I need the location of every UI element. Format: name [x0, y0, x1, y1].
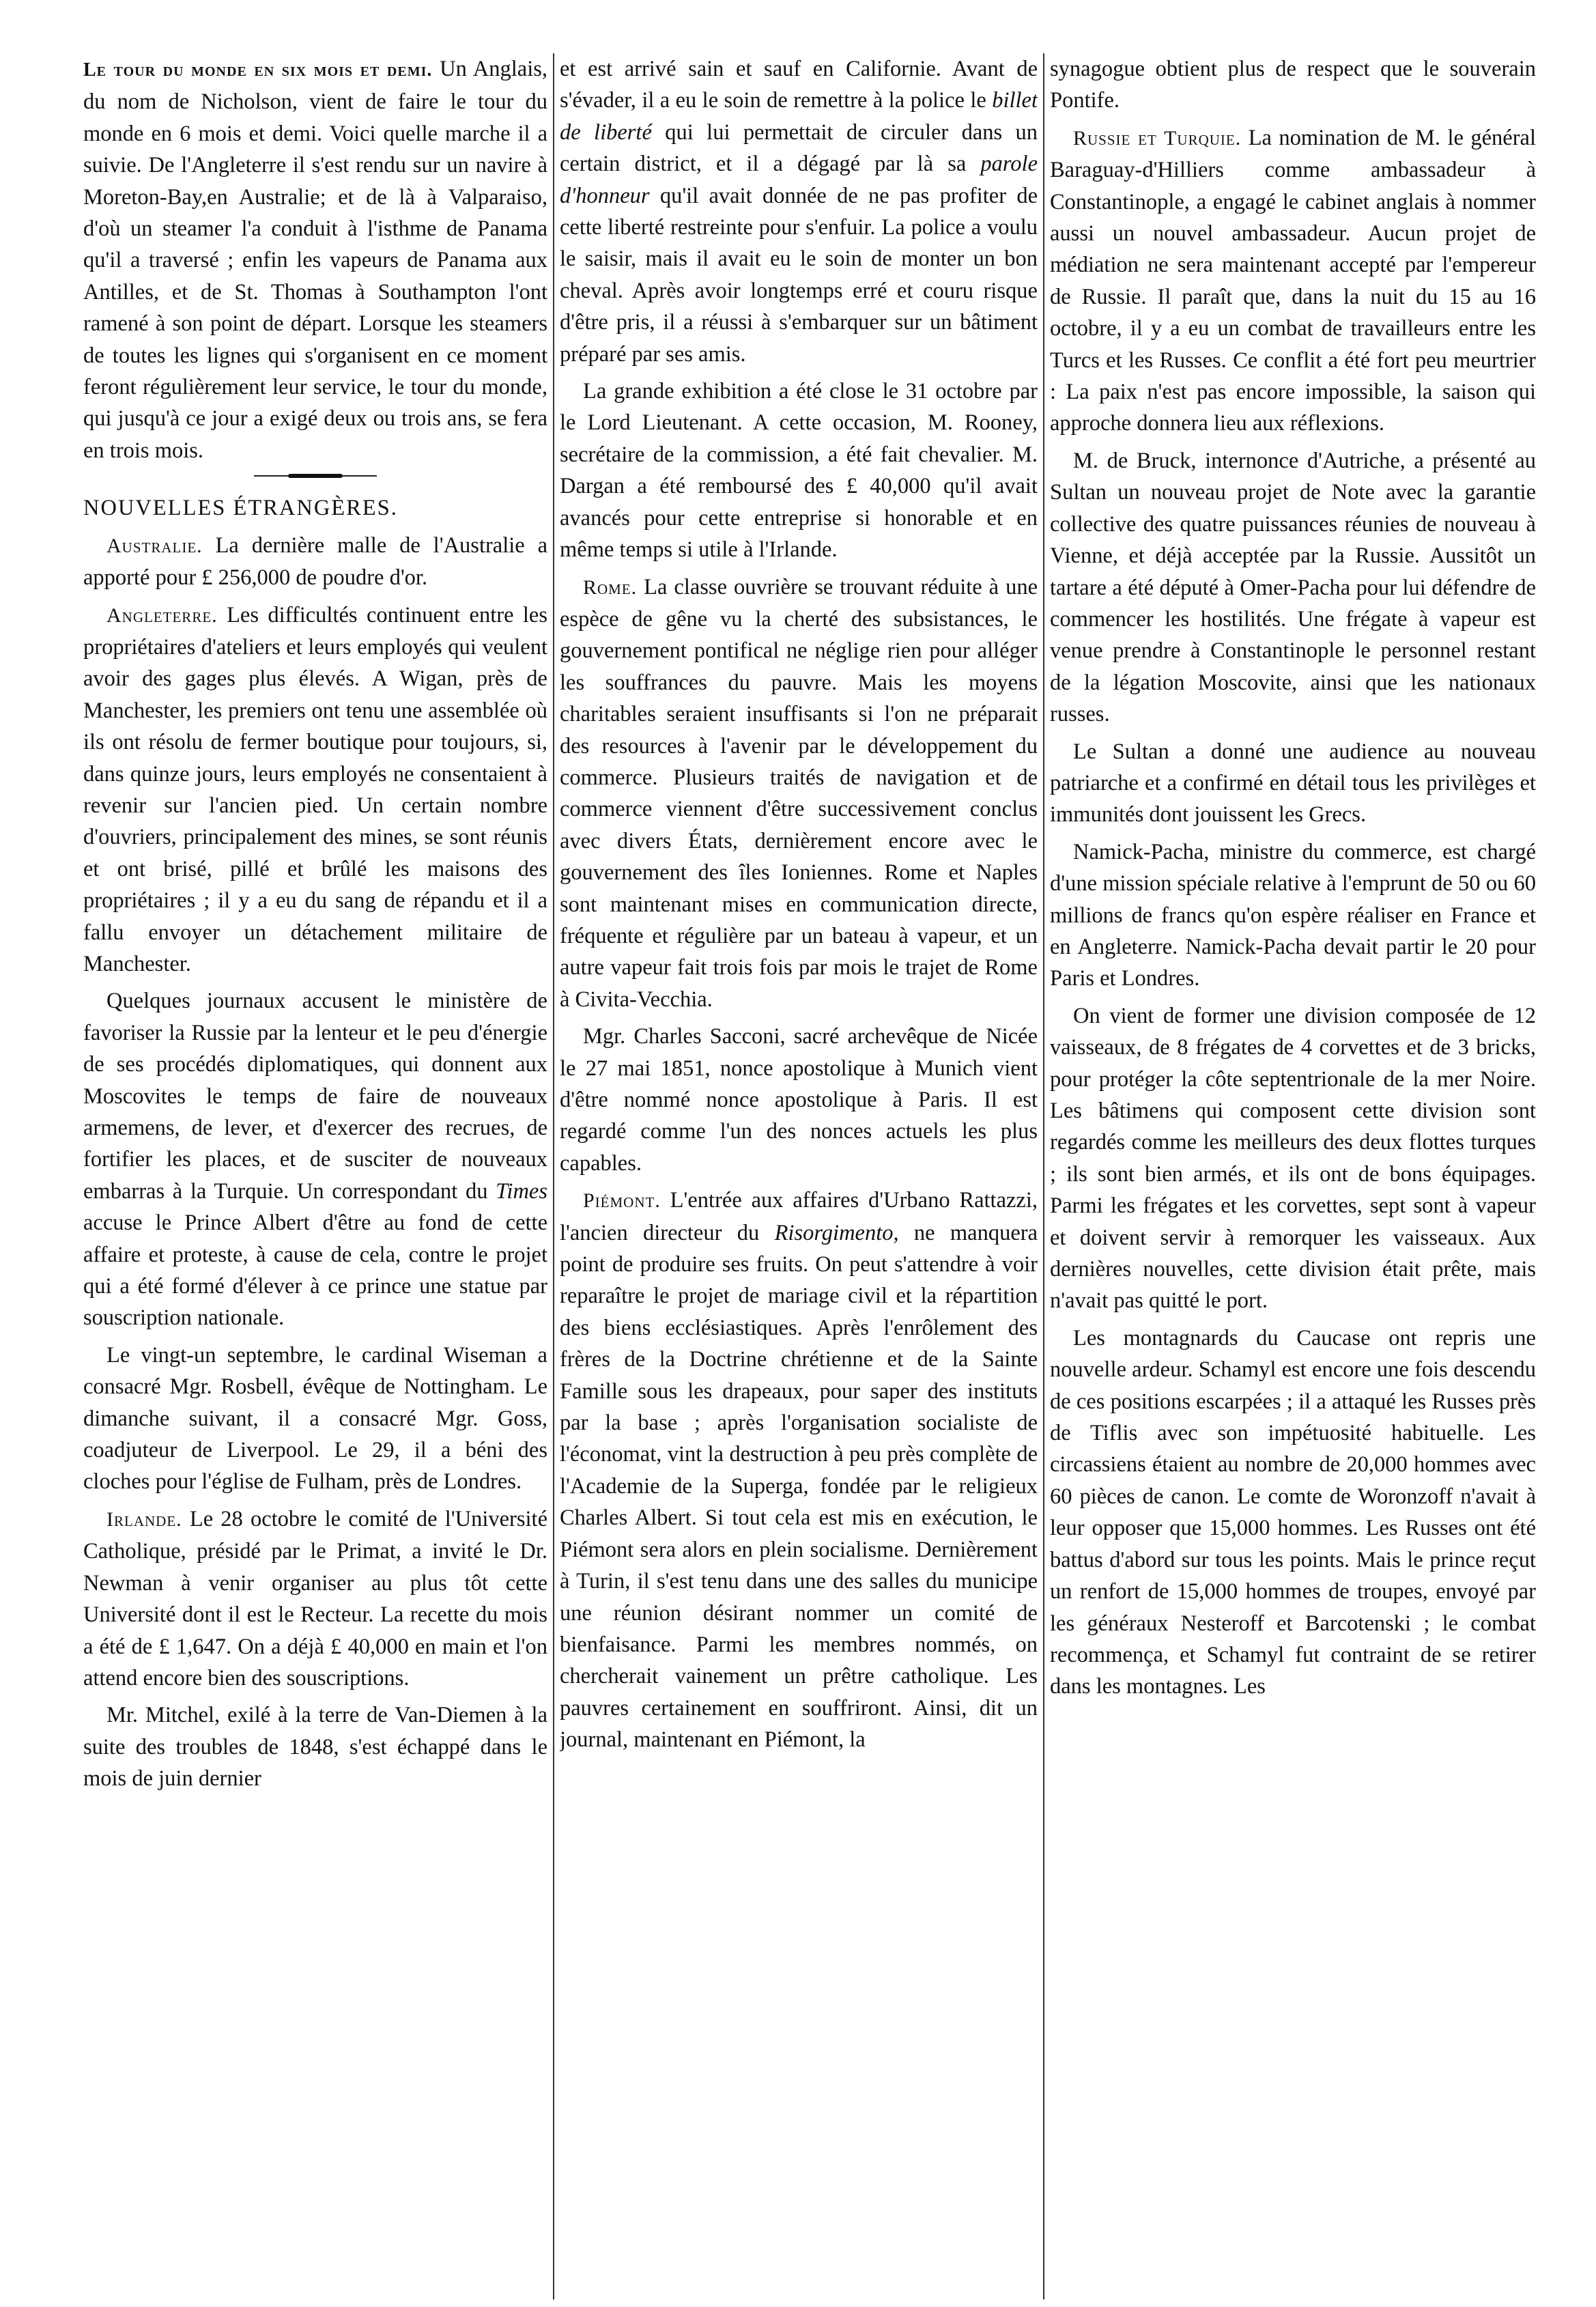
article-text: Un Anglais, du nom de Nicholson, vient de faire le tour du monde en 6 mois et demi. Voici quelle marche il a suivie. De l'Angleterre il s'est rendu sur un navire à Moreton-Bay,en Australie; et de là à Valparaiso, d'où un steamer l'a conduit à l'isthme de Panama qu'il a traversé ; enfin les vapeurs de Panama aux Antilles, et de St. Thomas à Southampton l'ont ramené à son point de départ. Lorsque les steamers de toutes les lignes qui s'organisent en ce moment feront régulièrement leur service, le tour du monde, qui jusqu'à ce jour a exigé deux ou trois ans, se fera en trois mois. — [83, 57, 547, 463]
section-title: NOUVELLES ÉTRANGÈRES. — [83, 496, 398, 521]
article-text: accuse le Prince Albert d'être au fond de cette affaire et proteste, à cause de cela, contre le projet qui a été formé d'élever à ce prince une statue par souscription nationale. — [83, 1211, 547, 1331]
article-irlande — [83, 1503, 547, 1694]
separator-ornament — [254, 473, 377, 479]
article-paragraph — [1050, 1322, 1536, 1703]
article-heading: Rome. — [583, 576, 638, 599]
article-text: qu'il avait donnée de ne pas profiter de cette liberté restreinte pour s'enfuir. La police a voulu le saisir, mais il avait eu le soin de monter un bon cheval. Après avoir longtemps erré et couru risque d'être pris, il a réussi à s'embarquer sur un bâtiment préparé par ses amis. — [560, 183, 1038, 367]
article-text: On vient de former une division composée de 12 vaisseaux, de 8 frégates de 4 corvettes et de 3 bricks, pour protéger la côte septentrionale de la mer Noire. Les bâtimens qui composent cette division sont regardés comme les meilleurs des deux flottes turques ; ils sont bien armés, et ils ont de bons équipages. Parmi les frégates et les corvettes, sept sont à vapeur et doivent servir à remorquer les vaisseaux. Aux dernières nouvelles, cette division était prête, mais n'avait pas quitté le port. — [1050, 1003, 1536, 1314]
newspaper-name: Risorgimento, — [774, 1220, 899, 1245]
article-text: qui lui permettait de circuler dans un certain district, et il a dégagé par là sa — [560, 119, 1038, 177]
article-text: et est arrivé sain et sauf en Californie. Avant de s'évader, il a eu le soin de remettre à la police le — [560, 57, 1038, 113]
column-rule-right — [1043, 53, 1044, 2299]
article-piemont — [560, 1185, 1038, 1755]
article-paragraph — [560, 53, 1038, 370]
column-right — [1050, 53, 1536, 2299]
article-text: Quelques journaux accusent le ministère de favoriser la Russie par la lenteur et le peu d'énergie de ses procédés diplomatiques, qui donnent aux Moscovites le temps de faire de nouveaux armemens, de lever, et d'exercer des recrues, de fortifier les places, et de susciter de nouveaux embarras à la Turquie. Un correspondant du — [83, 989, 547, 1204]
article-paragraph — [560, 376, 1038, 565]
newspaper-name: Times — [496, 1178, 547, 1204]
article-text: Mr. Mitchel, exilé à la terre de Van-Diemen à la suite des troubles de 1848, s'est échappé dans le mois de juin dernier — [83, 1703, 547, 1792]
article-text: Le Sultan a donné une audience au nouveau patriarche et a confirmé en détail tous les privilèges et immunités dont jouissent les Grecs. — [1050, 739, 1536, 827]
article-paragraph — [1050, 445, 1536, 731]
article-text: Les montagnards du Caucase ont repris une nouvelle ardeur. Schamyl est encore une fois descendu de ces positions escarpées ; il a attaqué les Russes près de Tiflis avec son impétuosité habituelle. Les circassiens étaient au nombre de 20,000 hommes avec 60 pièces de canon. Le comte de Woronzoff n'avait à leur opposer que 15,000 hommes. Les Russes ont été battus d'abord sur tous les points. Mais le prince reçut un renfort de 15,000 hommes de troupes, envoyé par les généraux Nesteroff et Barcotenski ; le combat recommença, et Schamyl fut contraint de se retirer dans les montagnes. Les — [1050, 1325, 1536, 1699]
italic-phrase: parole d'honneur — [560, 152, 1038, 208]
article-text: Le vingt-un septembre, le cardinal Wiseman a consacré Mgr. Rosbell, évêque de Nottingham. Le dimanche suivant, il a consacré Mgr. Goss, coadjuteur de Liverpool. Le 29, il a béni des cloches pour l'église de Fulham, près de Londres. — [83, 1342, 547, 1495]
article-paragraph — [83, 1340, 547, 1498]
article-paragraph — [560, 1021, 1038, 1179]
article-australie — [83, 530, 547, 594]
article-text: synagogue obtient plus de respect que le souverain Pontife. — [1050, 57, 1536, 113]
column-rule-left — [553, 53, 554, 2299]
article-heading: Russie et Turquie. — [1073, 126, 1242, 150]
article-text: Namick-Pacha, ministre du commerce, est chargé d'une mission spéciale relative à l'emprunt de 50 ou 60 millions de francs qu'on espère réaliser en France et en Angleterre. Namick-Pacha devait partir le 20 pour Paris et Londres. — [1050, 839, 1536, 991]
article-text: ne manquera point de produire ses fruits. On peut s'attendre à voir reparaître le projet de mariage civil et la répartition des biens ecclésiastiques. Après l'enrôlement des frères de la Doctrine chrétienne et de la Sainte Famille sous les drapeaux, pour saper des instituts par la base ; après l'organisation socialiste de l'économat, vint la destruction à peu près complète de l'Academie de la Superga, fondée par le religieux Charles Albert. Si tout cela est mis en exécution, le Piémont sera alors en plein socialisme. Dernièrement à Turin, il s'est tenu dans une des salles du municipe une réunion désirant nommer un comité de bienfaisance. Parmi les membres nommés, on chercherait vainement un prêtre catholique. Les pauvres certainement en souffriront. Ainsi, dit un journal, maintenant en Piémont, la — [560, 1220, 1038, 1753]
article-text: La dernière malle de l'Australie a apporté pour £ 256,000 de poudre d'or. — [83, 533, 547, 591]
article-text: L'entrée aux affaires d'Urbano Rattazzi, l'ancien directeur du — [560, 1188, 1038, 1245]
article-text: Mgr. Charles Sacconi, sacré archevêque de Nicée le 27 mai 1851, nonce apostolique à Munich vient d'être nommé nonce apostolique à Paris. Il est regardé comme l'un des nonces actuels les plus capables. — [560, 1024, 1038, 1176]
article-paragraph — [1050, 736, 1536, 831]
article-paragraph — [83, 985, 547, 1333]
article-text: M. de Bruck, internonce d'Autriche, a présenté au Sultan un nouveau projet de Note avec la garantie collective des quatre puissances réunies de nouveau à Vienne, et déjà acceptée par la Russie. Aussitôt un tartare a été député à Omer-Pacha pour lui défendre de commencer les hostilités. Une frégate à vapeur est venue prendre à Constantinople le personnel restant de la légation Moscovite, ainsi que les nationaux russes. — [1050, 448, 1536, 727]
article-paragraph — [83, 1699, 547, 1794]
article-heading: Piémont. — [583, 1189, 661, 1213]
article-tour-du-monde — [83, 53, 547, 466]
article-rome — [560, 571, 1038, 1016]
article-paragraph — [1050, 53, 1536, 117]
article-text: Le 28 octobre le comité de l'Université Catholique, présidé par le Primat, a invité le Dr. Newman à venir organiser au plus tôt cette Université dont il est le Recteur. La recette du mois a été de £ 1,647. On a déjà £ 40,000 en main et l'on attend encore bien des souscriptions. — [83, 1506, 547, 1690]
article-text: La nomination de M. le général Baraguay-d'Hilliers comme ambassadeur à Constantinople, a engagé le cabinet anglais à nommer aussi un nouvel ambassadeur. Aucun projet de médiation ne sera maintenant accepté par l'empereur de Russie. Il paraît que, dans la nuit du 15 au 16 octobre, il y a eu un combat de travailleurs entre les Turcs et les Russes. Ce conflit a été fort peu meurtrier : La paix n'est pas encore impossible, la saison qui approche donnera lieu aux réflexions. — [1050, 125, 1536, 436]
article-russie-turquie — [1050, 122, 1536, 440]
article-heading: Australie. — [106, 534, 203, 557]
article-text: Les difficultés continuent entre les propriétaires d'ateliers et leurs employés qui veulent avoir des gages plus élevés. A Wigan, près de Manchester, les premiers ont tenu une assemblée où ils ont résolu de fermer boutique pour toujours, si, dans quinze jours, leurs employés ne consentaient à revenir sur l'ancien pied. Un certain nombre d'ouvriers, principalement des mines, se sont réunis et ont brisé, pillé et brûlé les maisons des propriétaires ; il y a eu du sang de répandu et il a fallu envoyer un détachement militaire de Manchester. — [83, 602, 547, 976]
article-text: La grande exhibition a été close le 31 octobre par le Lord Lieutenant. A cette occasion, M. Rooney, secrétaire de la commission, a été fait chevalier. M. Dargan a été remboursé des £ 40,000 qu'il avait avancés pour cette entreprise si honorable et en même temps si utile à l'Irlande. — [560, 379, 1038, 563]
article-angleterre — [83, 599, 547, 980]
article-paragraph — [1050, 1000, 1536, 1317]
italic-phrase: billet de liberté — [560, 88, 1038, 145]
article-heading: Irlande. — [106, 1508, 182, 1531]
article-paragraph — [1050, 836, 1536, 995]
article-heading: Le tour du monde en six mois et demi. — [83, 59, 433, 81]
column-left — [83, 53, 547, 2299]
article-heading: Angleterre. — [106, 604, 218, 627]
article-text: La classe ouvrière se trouvant réduite à une espèce de gêne vu la cherté des subsistances, le gouvernement pontifical ne néglige rien pour alléger les souffrances du pauvre. Mais les moyens charitables seraient insuffisants si l'on ne préparait des resources à l'avenir par le développement du commerce. Plusieurs traités de navigation et de commerce viennent d'être successivement conclus avec divers États, dernièrement encore avec le gouvernement des îles Ioniennes. Rome et Naples sont maintenant mises en communication directe, fréquente et régulière par un bateau à vapeur, et un autre vapeur fait trois fois par mois le trajet de Rome à Civita-Vecchia. — [560, 574, 1038, 1012]
column-middle — [560, 53, 1038, 2299]
